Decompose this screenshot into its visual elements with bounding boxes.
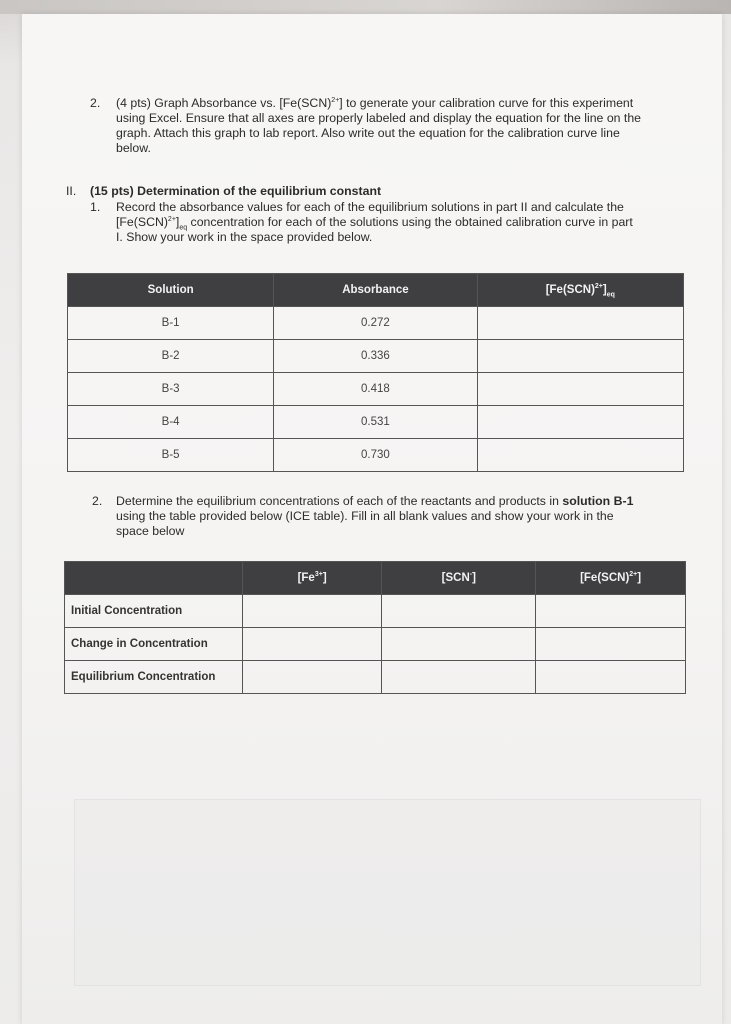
cell-blank[interactable]: [242, 628, 382, 661]
absorbance-table: [67, 273, 684, 472]
row-label-change: Change in Concentration: [65, 628, 243, 661]
cell-absorbance: 0.418: [274, 373, 477, 406]
item1-line3: I. Show your work in the space provided below.: [116, 230, 373, 244]
item2-line2: using the table provided below (ICE table). Fill in all blank values and show your work in the: [116, 509, 614, 523]
cell-solution: B-2: [68, 340, 274, 373]
cell-blank[interactable]: [536, 595, 686, 628]
item2-line3: space below: [116, 524, 185, 538]
table-row: [68, 406, 684, 439]
table-row: [68, 439, 684, 472]
cell-absorbance: 0.336: [274, 340, 477, 373]
absorbance-table-header: [68, 274, 684, 307]
cell-blank[interactable]: [382, 595, 536, 628]
item2-text: [116, 494, 686, 539]
header-fe: $[Fe^{3+}]$: [242, 562, 382, 595]
cell-blank[interactable]: [382, 661, 536, 694]
cell-absorbance: 0.531: [274, 406, 477, 439]
q2-points: (4 pts): [116, 96, 151, 110]
cell-concentration-blank[interactable]: [477, 373, 683, 406]
cell-blank[interactable]: [536, 628, 686, 661]
header-scn: [SCN-]: [382, 562, 536, 595]
worksheet-page: [22, 14, 722, 1024]
background-edge: [0, 0, 731, 14]
cell-concentration-blank[interactable]: [477, 406, 683, 439]
item2-number: 2.: [92, 494, 103, 508]
cell-solution: B-5: [68, 439, 274, 472]
header-solution: Solution: [68, 274, 274, 307]
cell-solution: B-4: [68, 406, 274, 439]
cell-absorbance: 0.272: [274, 307, 477, 340]
item2-line1: Determine the equilibrium concentrations of each of the reactants and products in solution B-1: [116, 494, 634, 508]
table-row: [68, 307, 684, 340]
table-row: [68, 373, 684, 406]
row-label-initial: Initial Concentration: [65, 595, 243, 628]
table-row: [68, 340, 684, 373]
header-concentration: $[Fe(SCN)^{2+}]_{eq}$: [477, 274, 683, 307]
item1-line1: Record the absorbance values for each of the equilibrium solutions in part II and calculate the: [116, 200, 624, 214]
q2-number: 2.: [90, 96, 101, 110]
ice-table: [64, 561, 686, 694]
header-blank: [65, 562, 243, 595]
cell-solution: B-3: [68, 373, 274, 406]
row-label-equilibrium: Equilibrium Concentration: [65, 661, 243, 694]
cell-absorbance: 0.730: [274, 439, 477, 472]
section2-heading: (15 pts) Determination of the equilibrium constant: [90, 184, 382, 198]
q2-text: [116, 96, 676, 156]
q2-line3: graph. Attach this graph to lab report. Also write out the equation for the calibration curve line: [116, 126, 620, 140]
cell-concentration-blank[interactable]: [477, 340, 683, 373]
q2-line1: (4 pts) Graph Absorbance vs. [Fe(SCN)$^{2+}$] to generate your calibration curve for this experiment: [116, 96, 634, 110]
section2-roman: II.: [66, 184, 77, 198]
cell-blank[interactable]: [242, 661, 382, 694]
q2-line2: using Excel. Ensure that all axes are properly labeled and display the equation for the line on the: [116, 111, 642, 125]
table-row: [65, 595, 686, 628]
cell-solution: B-1: [68, 307, 274, 340]
q2-line4: below.: [116, 141, 151, 155]
header-fescn: [Fe(SCN)$^{2+}$]: [536, 562, 686, 595]
table-row: [65, 661, 686, 694]
header-absorbance: Absorbance: [274, 274, 477, 307]
cell-concentration-blank[interactable]: [477, 439, 683, 472]
item1-text: [116, 200, 686, 245]
item1-number: 1.: [90, 200, 101, 214]
cell-concentration-blank[interactable]: [477, 307, 683, 340]
cell-blank[interactable]: [242, 595, 382, 628]
cell-blank[interactable]: [382, 628, 536, 661]
table-row: [65, 628, 686, 661]
show-through-table: [74, 799, 701, 986]
cell-blank[interactable]: [536, 661, 686, 694]
ice-table-header: [65, 562, 686, 595]
item1-line2: $[Fe(SCN)^{2+}]_{eq}$ concentration for each of the solutions using the obtained calibration curve in part: [116, 215, 633, 232]
